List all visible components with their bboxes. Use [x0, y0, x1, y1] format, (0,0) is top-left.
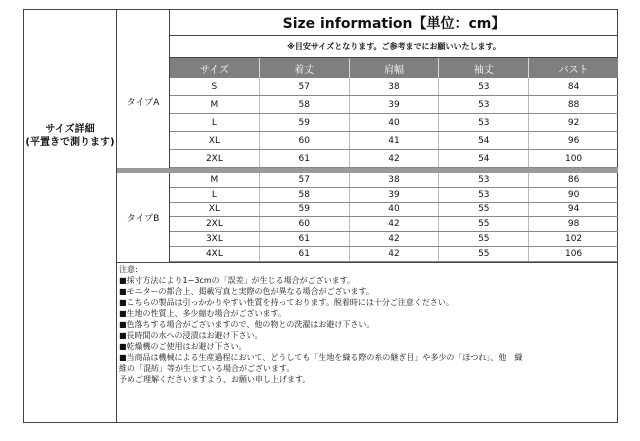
table-cell: 96: [567, 135, 580, 146]
header-size: サイズ: [170, 58, 260, 78]
note-line: 予めご理解くださいますよう、お願い申し上げます。: [119, 375, 311, 384]
table-cell: 61: [260, 150, 350, 167]
table-cell: 53: [439, 114, 529, 131]
type-b-label-text: タイプB: [126, 214, 160, 224]
table-cell: 94: [567, 204, 580, 215]
table-row: [170, 203, 618, 218]
type-b-label: [117, 173, 170, 262]
table-cell: 58: [260, 188, 350, 202]
table-cell: 100: [564, 153, 583, 164]
table-row: [170, 78, 618, 96]
chart-subtitle: ※目安サイズとなります。ご参考までにお願いいたします。: [170, 36, 618, 58]
table-cell: 59: [260, 203, 350, 217]
table-cell: 98: [567, 219, 580, 230]
table-cell: M: [170, 96, 260, 113]
table-cell: L: [170, 188, 260, 202]
table-cell: XL: [170, 203, 260, 217]
table-cell: 60: [260, 132, 350, 149]
table-cell: 61: [260, 247, 350, 261]
table-cell: 42: [350, 217, 440, 231]
notes-section: [119, 264, 616, 385]
note-line: 注意:: [119, 265, 138, 274]
table-cell: 38: [350, 173, 440, 187]
table-cell: S: [170, 78, 260, 95]
table-row: [170, 173, 618, 188]
size-detail-label: [24, 10, 117, 262]
table-cell: L: [170, 114, 260, 131]
table-cell: 57: [260, 78, 350, 95]
table-cell: 102: [564, 234, 583, 245]
note-line: ■モニターの都合上、掲載写真と実際の色が異なる場合がございます。: [119, 287, 374, 296]
table-row: [170, 150, 618, 168]
table-row: [170, 96, 618, 114]
table-cell: 53: [439, 173, 529, 187]
table-cell: 40: [350, 203, 440, 217]
table-cell: 57: [260, 173, 350, 187]
note-line: ■乾燥機のご使用はお避け下さい。: [119, 342, 247, 351]
table-row: [170, 114, 618, 132]
table-cell: 39: [350, 96, 440, 113]
left-column-bottom: [24, 262, 117, 423]
table-row: [170, 217, 618, 232]
note-line: 維の「混紡」等が生じている場合がございます。: [119, 364, 295, 373]
table-cell: 60: [260, 217, 350, 231]
table-cell: 41: [350, 132, 440, 149]
table-cell: 42: [350, 247, 440, 261]
header-length: 着丈: [260, 58, 350, 78]
note-line: ■採寸方法により1−3cmの「誤差」が生じる場合がございます。: [119, 276, 355, 285]
table-cell: 53: [439, 96, 529, 113]
table-cell: 92: [567, 117, 580, 128]
table-cell: 54: [439, 150, 529, 167]
table-row: [170, 188, 618, 203]
chart-title: Size information【単位：cm】: [170, 10, 618, 36]
table-cell: 55: [439, 232, 529, 246]
note-line: ■当商品は機械による生産過程において、どうしても「生地を織る際の糸の継ぎ目」や多少の「ほつれ」、他 織: [119, 353, 523, 362]
type-a-table: [170, 78, 618, 168]
table-header-row: [170, 58, 618, 78]
table-cell: 90: [567, 189, 580, 200]
header-sleeve: 袖丈: [439, 58, 529, 78]
type-b-table: [170, 173, 618, 262]
table-cell: M: [170, 173, 260, 187]
table-row: [170, 232, 618, 247]
size-detail-subtitle: (平置きで測ります): [25, 137, 115, 148]
table-cell: 53: [439, 78, 529, 95]
table-cell: 84: [567, 81, 580, 92]
table-cell: 4XL: [170, 247, 260, 261]
table-cell: 53: [439, 188, 529, 202]
header-shoulder: 肩幅: [350, 58, 440, 78]
table-cell: 38: [350, 78, 440, 95]
note-line: ■色落ちする場合がございますので、他の物との洗濯はお避け下さい。: [119, 320, 375, 329]
size-chart-frame: [23, 9, 618, 423]
table-cell: 2XL: [170, 217, 260, 231]
type-a-label: [117, 10, 170, 168]
table-cell: 61: [260, 232, 350, 246]
size-detail-title: サイズ詳細: [45, 124, 95, 135]
table-cell: 42: [350, 150, 440, 167]
note-line: ■こちらの製品は引っかかりやすい性質を持っております。脱着時には十分ご注意ください。: [119, 298, 454, 307]
note-line: ■長時間の水への浸漬はお避け下さい。: [119, 331, 263, 340]
table-cell: 106: [564, 248, 583, 259]
table-cell: 59: [260, 114, 350, 131]
table-cell: 58: [260, 96, 350, 113]
table-row: [170, 132, 618, 150]
table-cell: 55: [439, 217, 529, 231]
table-cell: 42: [350, 232, 440, 246]
table-cell: XL: [170, 132, 260, 149]
table-cell: 40: [350, 114, 440, 131]
note-line: ■生地の性質上、多少縮む場合がございます。: [119, 309, 286, 318]
table-cell: 55: [439, 203, 529, 217]
table-cell: 55: [439, 247, 529, 261]
table-cell: 86: [567, 174, 580, 185]
table-cell: 88: [567, 99, 580, 110]
header-bust: バスト: [558, 64, 589, 76]
notes-divider: [117, 262, 618, 263]
table-row: [170, 247, 618, 262]
type-a-label-text: タイプA: [126, 97, 160, 108]
table-cell: 39: [350, 188, 440, 202]
table-cell: 54: [439, 132, 529, 149]
table-cell: 2XL: [170, 150, 260, 167]
table-cell: 3XL: [170, 232, 260, 246]
